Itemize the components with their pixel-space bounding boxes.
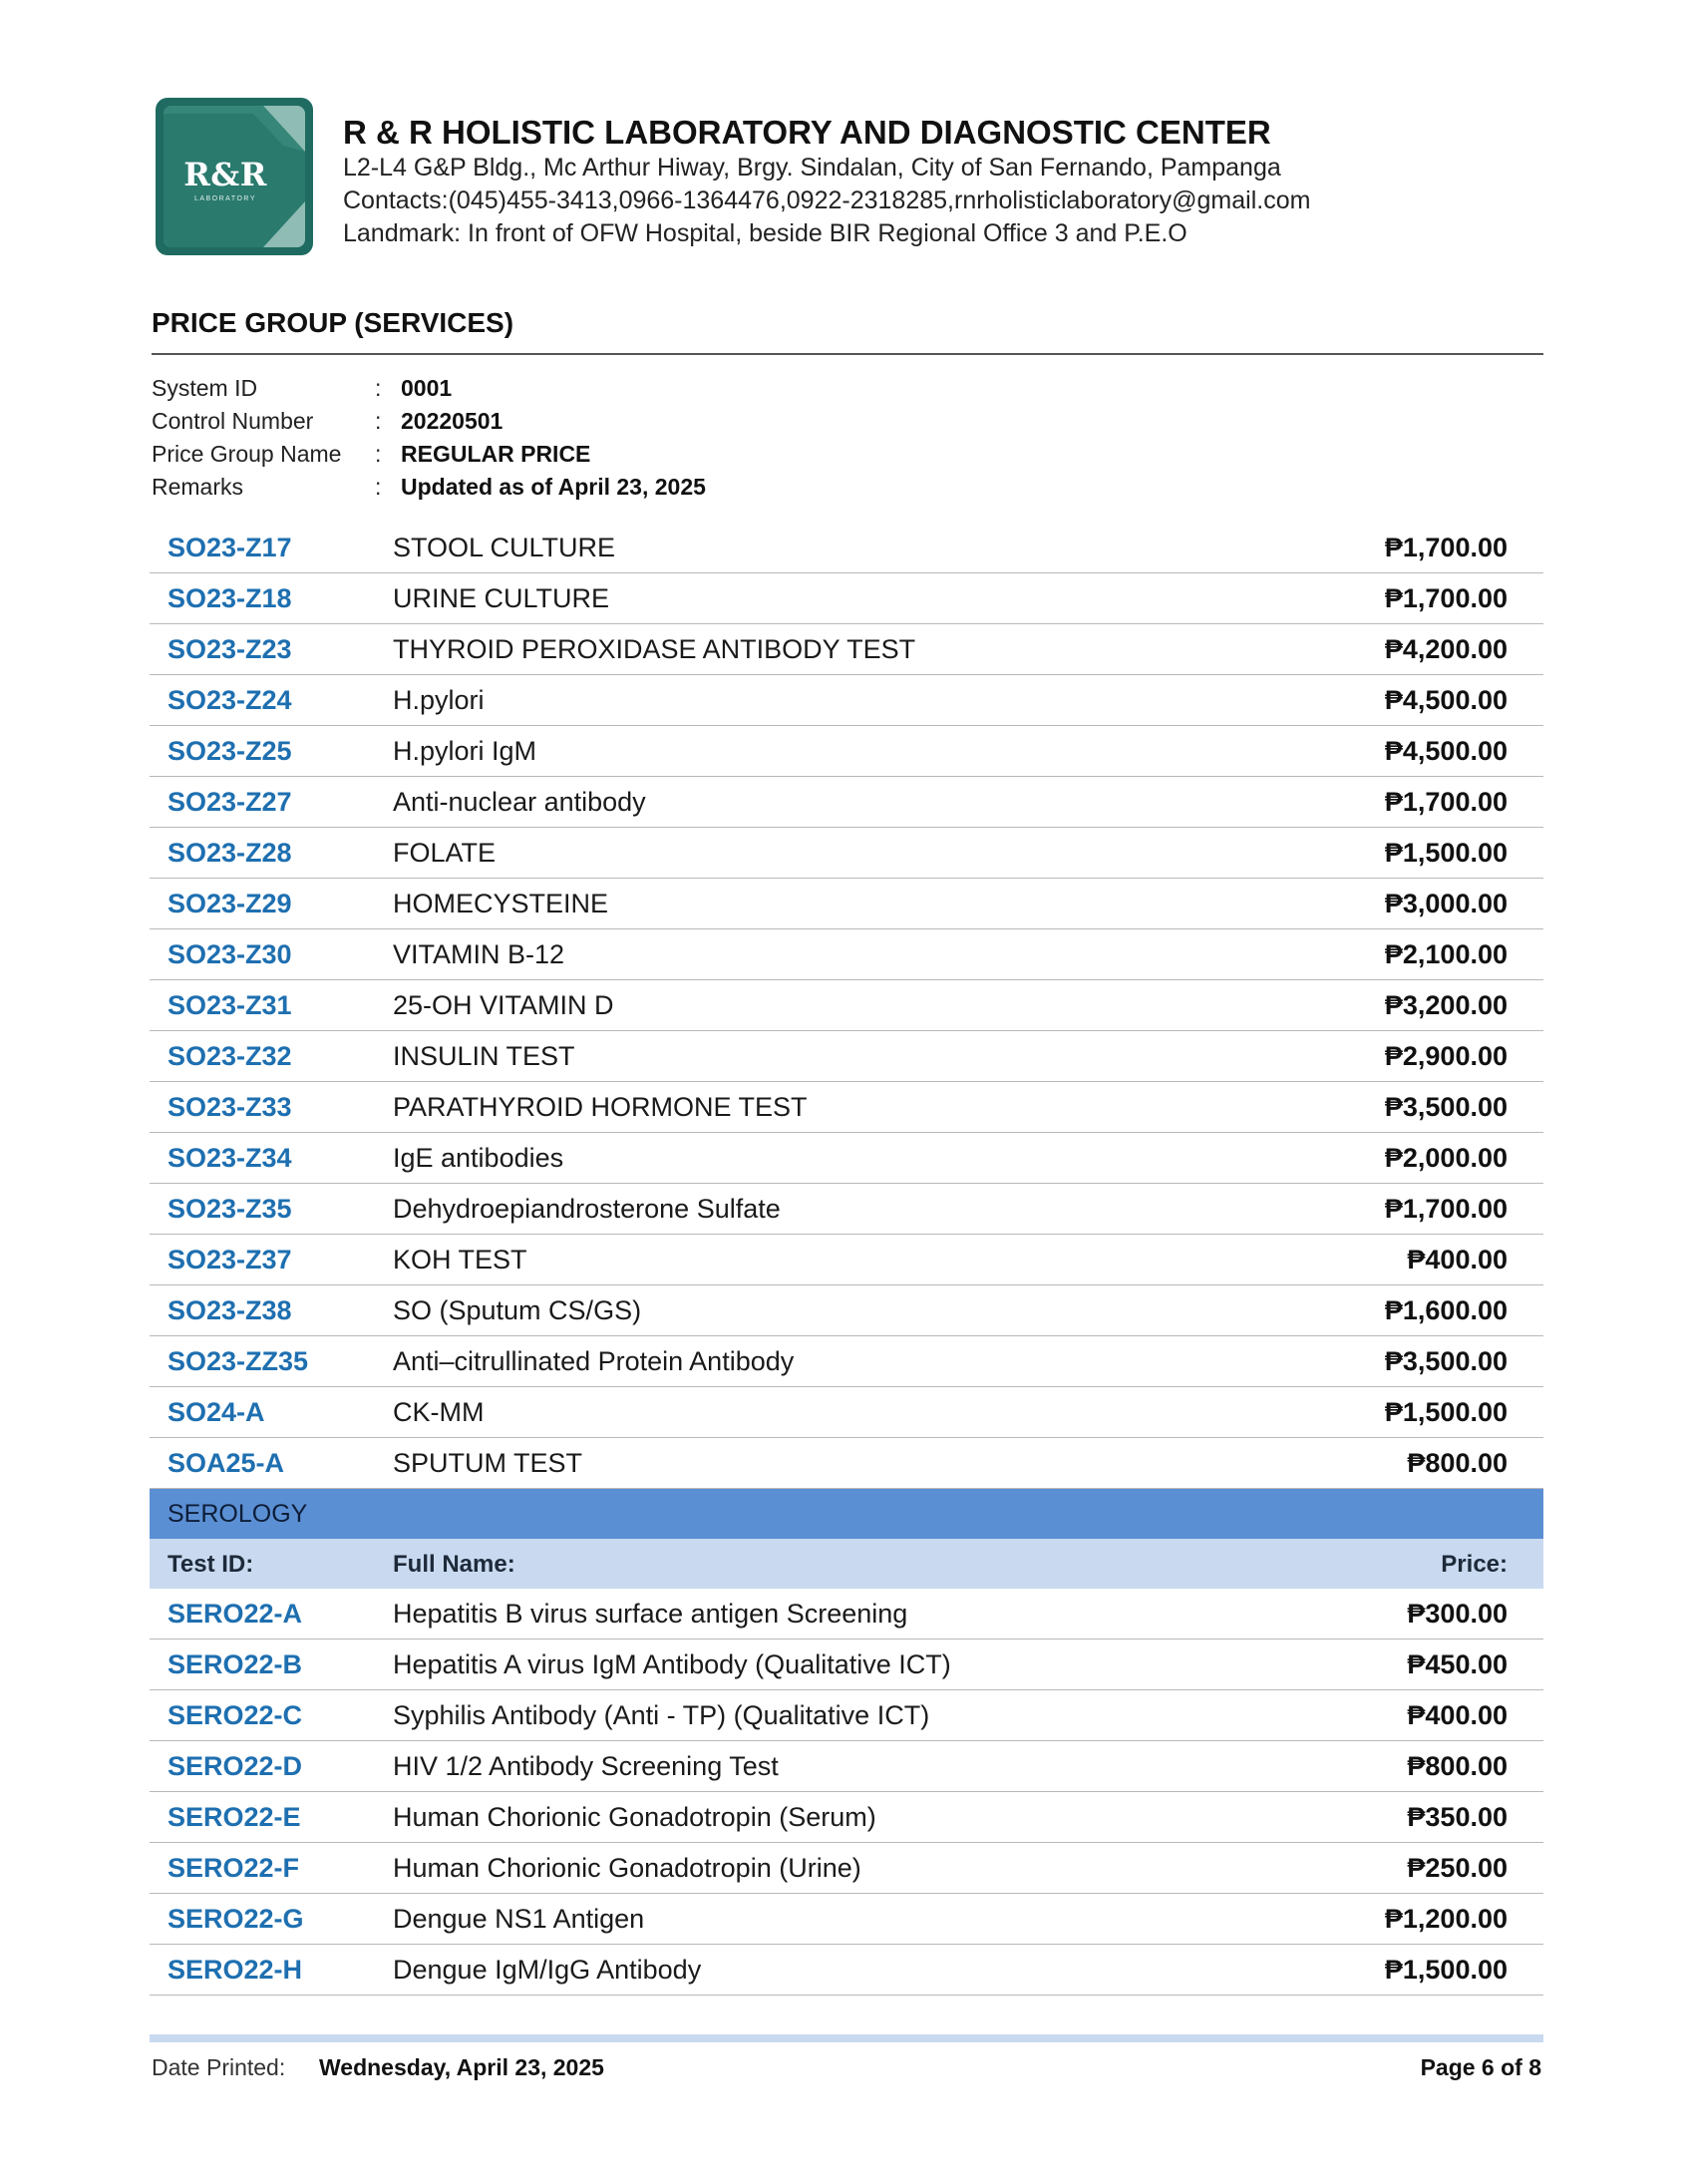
test-id: SO23-Z38 — [168, 1295, 292, 1325]
column-header-price: Price: — [1441, 1551, 1508, 1578]
test-name: VITAMIN B-12 — [393, 939, 565, 969]
organization-info — [343, 114, 1539, 250]
table-row — [150, 1336, 1543, 1387]
test-price: ₱1,700.00 — [1384, 583, 1508, 613]
test-name: Human Chorionic Gonadotropin (Serum) — [393, 1802, 876, 1832]
organization-contacts: Contacts:(045)455-3413,0966-1364476,0922-2318285,rnrholisticlaboratory@gmail.com — [343, 186, 1311, 214]
test-price: ₱450.00 — [1407, 1649, 1508, 1679]
test-id: SO23-Z30 — [168, 939, 292, 969]
test-price: ₱1,700.00 — [1384, 787, 1508, 817]
test-name: SPUTUM TEST — [393, 1448, 583, 1478]
meta-label: Price Group Name — [152, 441, 342, 467]
meta-row — [152, 441, 1049, 474]
test-id: SERO22-F — [168, 1853, 300, 1883]
meta-row — [152, 408, 1049, 441]
table-row — [150, 980, 1543, 1031]
test-name: Syphilis Antibody (Anti - TP) (Qualitative ICT) — [393, 1700, 930, 1730]
table-row — [150, 1894, 1543, 1945]
test-id: SERO22-B — [168, 1649, 303, 1679]
test-id: SO23-Z29 — [168, 889, 292, 918]
meta-row — [152, 375, 1049, 408]
table-bottom-band — [150, 2034, 1543, 2042]
meta-value: Updated as of April 23, 2025 — [401, 474, 706, 500]
date-printed-label: Date Printed: — [152, 2054, 286, 2080]
test-id: SO23-Z34 — [168, 1143, 292, 1173]
test-price: ₱3,500.00 — [1384, 1346, 1508, 1376]
organization-landmark: Landmark: In front of OFW Hospital, beside BIR Regional Office 3 and P.E.O — [343, 219, 1187, 247]
test-name: Anti-nuclear antibody — [393, 787, 646, 817]
table-row — [150, 1843, 1543, 1894]
test-price: ₱1,500.00 — [1384, 838, 1508, 868]
test-id: SO23-Z23 — [168, 634, 292, 664]
test-name: Dehydroepiandrosterone Sulfate — [393, 1194, 781, 1224]
test-name: PARATHYROID HORMONE TEST — [393, 1092, 808, 1122]
test-name: Dengue IgM/IgG Antibody — [393, 1955, 702, 1985]
test-name: H.pylori — [393, 685, 485, 715]
section-header-serology — [150, 1489, 1543, 1539]
meta-value: 20220501 — [401, 408, 504, 434]
test-price: ₱1,700.00 — [1384, 1194, 1508, 1224]
column-header-row — [150, 1539, 1543, 1589]
test-id: SO23-Z17 — [168, 533, 292, 562]
organization-address: L2-L4 G&P Bldg., Mc Arthur Hiway, Brgy. Sindalan, City of San Fernando, Pampanga — [343, 154, 1281, 182]
test-id: SO23-Z37 — [168, 1245, 292, 1274]
letterhead — [156, 98, 1551, 257]
test-id: SO23-Z18 — [168, 583, 292, 613]
meta-value: REGULAR PRICE — [401, 441, 591, 467]
test-name: SO (Sputum CS/GS) — [393, 1295, 642, 1325]
test-id: SO23-Z35 — [168, 1194, 292, 1224]
test-price: ₱3,200.00 — [1384, 990, 1508, 1020]
table-row — [150, 1690, 1543, 1741]
meta-label: System ID — [152, 375, 258, 401]
column-header-full-name: Full Name: — [393, 1551, 515, 1578]
test-price: ₱1,500.00 — [1384, 1397, 1508, 1427]
test-name: Human Chorionic Gonadotropin (Urine) — [393, 1853, 861, 1883]
test-name: 25-OH VITAMIN D — [393, 990, 614, 1020]
test-id: SO23-Z25 — [168, 736, 292, 766]
test-price: ₱1,200.00 — [1384, 1904, 1508, 1934]
table-row — [150, 1589, 1543, 1639]
table-row — [150, 1945, 1543, 1996]
document-title: PRICE GROUP (SERVICES) — [152, 307, 514, 338]
table-row — [150, 523, 1543, 573]
table-row — [150, 1387, 1543, 1438]
organization-name: R & R HOLISTIC LABORATORY AND DIAGNOSTIC CENTER — [343, 114, 1271, 151]
title-divider — [152, 353, 1543, 355]
test-name: Hepatitis B virus surface antigen Screening — [393, 1599, 908, 1629]
table-row — [150, 777, 1543, 828]
test-id: SERO22-H — [168, 1955, 303, 1985]
table-row — [150, 624, 1543, 675]
table-row — [150, 1031, 1543, 1082]
test-id: SO23-ZZ35 — [168, 1346, 309, 1376]
test-price: ₱1,600.00 — [1384, 1295, 1508, 1325]
test-name: Dengue NS1 Antigen — [393, 1904, 645, 1934]
test-name: H.pylori IgM — [393, 736, 537, 766]
test-name: INSULIN TEST — [393, 1041, 575, 1071]
table-row — [150, 675, 1543, 726]
test-price: ₱4,200.00 — [1384, 634, 1508, 664]
table-row — [150, 1639, 1543, 1690]
table-row — [150, 1184, 1543, 1235]
table-row — [150, 1792, 1543, 1843]
test-price: ₱400.00 — [1407, 1245, 1508, 1274]
test-price: ₱250.00 — [1407, 1853, 1508, 1883]
test-name: HIV 1/2 Antibody Screening Test — [393, 1751, 779, 1781]
test-price: ₱400.00 — [1407, 1700, 1508, 1730]
table-row — [150, 1082, 1543, 1133]
test-price: ₱2,900.00 — [1384, 1041, 1508, 1071]
test-id: SERO22-G — [168, 1904, 304, 1934]
test-id: SO23-Z33 — [168, 1092, 292, 1122]
test-price: ₱4,500.00 — [1384, 736, 1508, 766]
meta-colon: : — [375, 408, 382, 434]
price-table — [150, 523, 1543, 1996]
test-name: HOMECYSTEINE — [393, 889, 609, 918]
test-price: ₱350.00 — [1407, 1802, 1508, 1832]
test-price: ₱1,500.00 — [1384, 1955, 1508, 1985]
test-price: ₱2,000.00 — [1384, 1143, 1508, 1173]
test-name: THYROID PEROXIDASE ANTIBODY TEST — [393, 634, 916, 664]
company-logo — [156, 98, 313, 255]
meta-colon: : — [375, 441, 382, 467]
date-printed-value: Wednesday, April 23, 2025 — [319, 2054, 604, 2080]
table-row — [150, 828, 1543, 879]
test-id: SO23-Z24 — [168, 685, 292, 715]
test-id: SERO22-C — [168, 1700, 303, 1730]
table-row — [150, 879, 1543, 929]
test-id: SERO22-D — [168, 1751, 303, 1781]
meta-row — [152, 474, 1049, 507]
test-price: ₱1,700.00 — [1384, 533, 1508, 562]
test-id: SERO22-A — [168, 1599, 303, 1629]
test-id: SO24-A — [168, 1397, 265, 1427]
test-name: Anti–citrullinated Protein Antibody — [393, 1346, 795, 1376]
test-name: IgE antibodies — [393, 1143, 564, 1173]
meta-colon: : — [375, 375, 382, 401]
test-price: ₱3,000.00 — [1384, 889, 1508, 918]
test-name: CK-MM — [393, 1397, 485, 1427]
logo-subtext: LABORATORY — [193, 195, 257, 202]
page-footer — [152, 2054, 1545, 2090]
table-row — [150, 1741, 1543, 1792]
logo-emblem — [164, 106, 305, 247]
test-name: URINE CULTURE — [393, 583, 610, 613]
table-row — [150, 726, 1543, 777]
page-number: Page 6 of 8 — [1420, 2054, 1541, 2080]
test-id: SO23-Z28 — [168, 838, 292, 868]
test-id: SO23-Z27 — [168, 787, 292, 817]
test-name: STOOL CULTURE — [393, 533, 616, 562]
meta-value: 0001 — [401, 375, 453, 401]
test-price: ₱300.00 — [1407, 1599, 1508, 1629]
test-name: FOLATE — [393, 838, 497, 868]
column-header-test-id: Test ID: — [168, 1551, 254, 1578]
test-name: KOH TEST — [393, 1245, 527, 1274]
table-row — [150, 1438, 1543, 1489]
table-row — [150, 573, 1543, 624]
test-id: SO23-Z32 — [168, 1041, 292, 1071]
table-row — [150, 1133, 1543, 1184]
test-id: SO23-Z31 — [168, 990, 292, 1020]
test-id: SERO22-E — [168, 1802, 301, 1832]
section-name: SEROLOGY — [168, 1500, 308, 1528]
test-name: Hepatitis A virus IgM Antibody (Qualitative ICT) — [393, 1649, 951, 1679]
test-price: ₱800.00 — [1407, 1448, 1508, 1478]
logo-text: R&R — [183, 156, 267, 193]
meta-label: Control Number — [152, 408, 314, 434]
test-id: SOA25-A — [168, 1448, 285, 1478]
table-row — [150, 1285, 1543, 1336]
table-row — [150, 1235, 1543, 1285]
test-price: ₱2,100.00 — [1384, 939, 1508, 969]
meta-label: Remarks — [152, 474, 244, 500]
test-price: ₱800.00 — [1407, 1751, 1508, 1781]
metadata-block — [152, 375, 1049, 507]
table-row — [150, 929, 1543, 980]
test-price: ₱3,500.00 — [1384, 1092, 1508, 1122]
test-price: ₱4,500.00 — [1384, 685, 1508, 715]
meta-colon: : — [375, 474, 382, 500]
